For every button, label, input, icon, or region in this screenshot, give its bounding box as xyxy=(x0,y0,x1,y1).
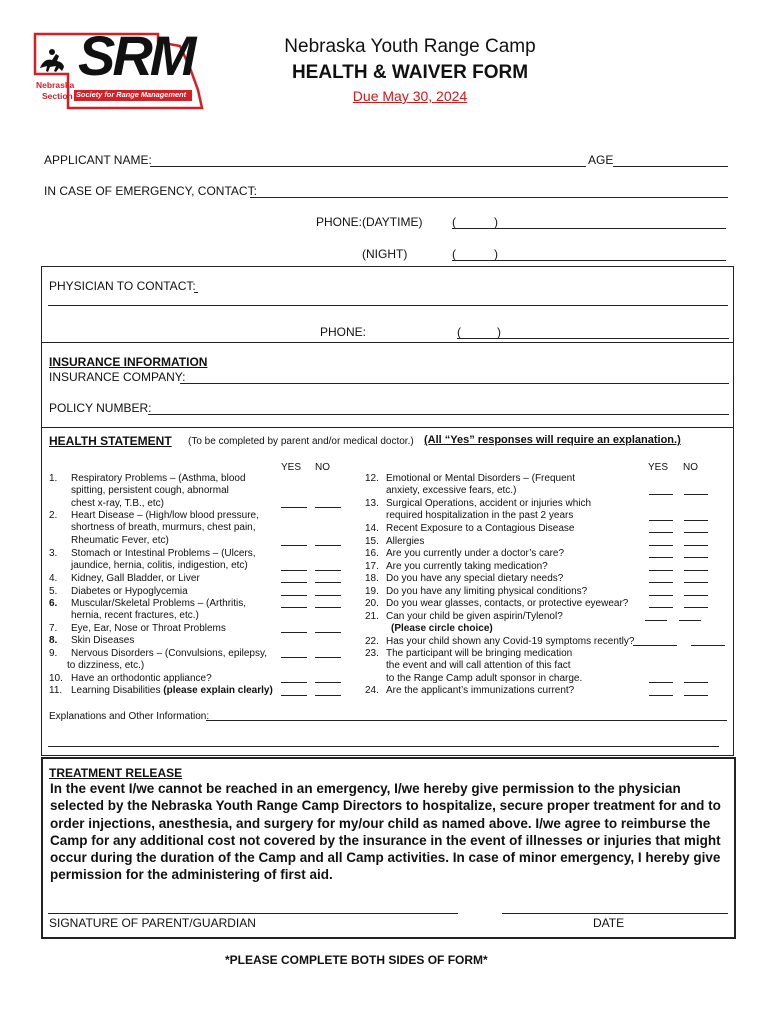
no-answer-field[interactable] xyxy=(315,695,341,696)
yes-answer-field[interactable] xyxy=(649,582,673,583)
item-text: Kidney, Gall Bladder, or Liver xyxy=(71,573,200,584)
physician-phone-field[interactable] xyxy=(457,338,729,339)
yes-answer-field[interactable] xyxy=(281,695,307,696)
item-number: 22. xyxy=(365,636,379,647)
applicant-name-label: APPLICANT NAME: xyxy=(44,153,152,167)
yes-answer-field[interactable] xyxy=(649,545,673,546)
no-answer-field[interactable] xyxy=(315,595,341,596)
item-number: 18. xyxy=(365,573,379,584)
logo-state: Nebraska xyxy=(36,80,75,90)
item-number: 9. xyxy=(49,648,58,659)
item-text: spitting, persistent cough, abnormal xyxy=(71,485,229,497)
item-text: Rheumatic Fever, etc) xyxy=(71,534,169,546)
phone-daytime-label: PHONE:(DAYTIME) xyxy=(316,215,423,229)
item-number: 10. xyxy=(49,673,63,684)
item-number: 5. xyxy=(49,586,58,597)
yes-answer-field[interactable] xyxy=(649,532,673,533)
physician-label: PHYSICIAN TO CONTACT: xyxy=(49,279,196,293)
item-text: Are you currently taking medication? xyxy=(386,561,548,572)
item-number: 20. xyxy=(365,598,379,609)
signature-field[interactable] xyxy=(48,913,458,914)
no-answer-field[interactable] xyxy=(684,682,708,683)
yes-answer-field[interactable] xyxy=(281,507,307,508)
item-text: Nervous Disorders – (Convulsions, epilepsy, xyxy=(71,648,268,659)
item-text: Can your child be given aspirin/Tylenol? xyxy=(386,611,563,622)
no-answer-field[interactable] xyxy=(684,570,708,571)
no-answer-field[interactable] xyxy=(315,682,341,683)
item-text: Do you have any limiting physical conditions? xyxy=(386,586,588,597)
physician-phone-label: PHONE: xyxy=(320,325,367,339)
no-answer-field[interactable] xyxy=(684,557,708,558)
health-heading: HEALTH STATEMENT xyxy=(49,434,172,448)
signature-label: SIGNATURE OF PARENT/GUARDIAN xyxy=(49,916,256,930)
answer-field[interactable] xyxy=(691,645,725,646)
footer-note: *PLEASE COMPLETE BOTH SIDES OF FORM* xyxy=(225,953,488,967)
item-number: 23. xyxy=(365,648,379,659)
no-answer-field[interactable] xyxy=(684,607,708,608)
no-answer-field[interactable] xyxy=(684,520,708,521)
policy-number-field[interactable] xyxy=(148,414,729,415)
item-text: to dizziness, etc.) xyxy=(67,660,145,672)
item-text: Has your child shown any Covid-19 symptoms recently? xyxy=(386,636,635,647)
phone-night-field[interactable] xyxy=(452,260,726,261)
srm-logo xyxy=(30,24,210,112)
paren-open: ( xyxy=(452,247,456,261)
physician-field[interactable] xyxy=(48,305,728,306)
emergency-contact-label: IN CASE OF EMERGENCY, CONTACT: xyxy=(44,184,257,198)
yes-answer-field[interactable] xyxy=(281,632,307,633)
item-number: 17. xyxy=(365,561,379,572)
insurance-heading: INSURANCE INFORMATION xyxy=(49,355,208,369)
yes-answer-field[interactable] xyxy=(649,607,673,608)
item-text: jaundice, hernia, colitis, indigestion, etc) xyxy=(71,560,248,572)
yes-answer-field[interactable] xyxy=(649,520,673,521)
phone-daytime-field[interactable] xyxy=(452,228,726,229)
item-number: 2. xyxy=(49,510,58,521)
item-text: Do you have any special dietary needs? xyxy=(386,573,564,584)
paren-close: ) xyxy=(494,215,498,229)
no-answer-field[interactable] xyxy=(684,595,708,596)
paren-close: ) xyxy=(497,325,501,339)
yes-answer-field[interactable] xyxy=(281,657,307,658)
item-number: 6. xyxy=(49,598,58,609)
item-number: 19. xyxy=(365,586,379,597)
no-answer-field[interactable] xyxy=(684,695,708,696)
due-date: Due May 30, 2024 xyxy=(352,88,468,104)
item-number: 11. xyxy=(49,685,63,696)
item-number: 4. xyxy=(49,573,58,584)
item-text: Have an orthodontic appliance? xyxy=(71,673,212,684)
no-answer-field[interactable] xyxy=(684,545,708,546)
no-answer-field[interactable] xyxy=(315,607,341,608)
item-number: 8. xyxy=(49,635,58,646)
item-number: 12. xyxy=(365,473,379,484)
paren-close: ) xyxy=(494,247,498,261)
item-bold-note: (please explain clearly) xyxy=(160,685,273,696)
item-text: Are the applicant’s immunizations current? xyxy=(386,685,575,696)
item-text: Muscular/Skeletal Problems – (Arthritis, xyxy=(71,598,247,609)
item-text: Recent Exposure to a Contagious Disease xyxy=(386,523,575,534)
item-text: required hospitalization in the past 2 years xyxy=(386,510,574,522)
explanations-field[interactable] xyxy=(206,720,727,721)
form-title: HEALTH & WAIVER FORM xyxy=(291,62,529,83)
item-text: Allergies xyxy=(386,536,425,547)
yes-answer-field[interactable] xyxy=(649,494,673,495)
date-label: DATE xyxy=(593,916,625,930)
item-text: hernia, recent fractures, etc.) xyxy=(71,610,199,622)
item-text: Eye, Ear, Nose or Throat Problems xyxy=(71,623,226,634)
health-note: (To be completed by parent and/or medical doctor.) xyxy=(188,436,414,447)
item-text: Respiratory Problems – (Asthma, blood xyxy=(71,473,246,484)
age-label: AGE xyxy=(588,153,614,167)
yes-header: YES xyxy=(281,462,302,473)
yes-answer-field[interactable] xyxy=(649,682,673,683)
no-header: NO xyxy=(315,462,330,473)
item-text: Do you wear glasses, contacts, or protective eyewear? xyxy=(386,598,629,609)
item-text: the event and will call attention of this fact xyxy=(386,660,571,672)
item-number: 13. xyxy=(365,498,379,509)
page-title: Nebraska Youth Range Camp xyxy=(284,36,536,57)
insurance-company-label: INSURANCE COMPANY: xyxy=(49,370,186,384)
yes-answer-field[interactable] xyxy=(649,595,673,596)
item-number: 14. xyxy=(365,523,379,534)
item-text: Learning Disabilities (please explain clearly) xyxy=(71,685,273,696)
age-field[interactable] xyxy=(613,166,728,167)
item-text: Emotional or Mental Disorders – (Frequent xyxy=(386,473,575,484)
item-text: chest x-ray, T.B., etc) xyxy=(71,497,164,509)
item-number: 1. xyxy=(49,473,58,484)
logo-society: Society for Range Management xyxy=(76,90,187,99)
yes-answer-field[interactable] xyxy=(281,570,307,571)
item-text: Heart Disease – (High/low blood pressure, xyxy=(71,510,259,521)
yes-answer-field[interactable] xyxy=(649,570,673,571)
treatment-text: In the event I/we cannot be reached in an emergency, I/we hereby give permission to the physician selected by the Nebraska Youth Range Camp Directors to hospitalize, secure proper treatment for and to order injections, anesthesia, and surgery for my/our child as named above. I/we agree to reimburse the Camp for any additional cost not covered by the insurance in the event of illnesses or injuries that might occur during the duration of the Camp and all Camp activities. In case of minor emergency, I hereby give permission for the administering of first aid. xyxy=(50,781,721,883)
item-text: Stomach or Intestinal Problems – (Ulcers, xyxy=(71,548,256,559)
treatment-heading: TREATMENT RELEASE xyxy=(49,766,183,780)
phone-night-label: (NIGHT) xyxy=(362,247,408,261)
paren-open: ( xyxy=(457,325,461,339)
yes-answer-field[interactable] xyxy=(649,695,673,696)
yes-answer-field[interactable] xyxy=(281,595,307,596)
no-answer-field[interactable] xyxy=(315,570,341,571)
item-number: 7. xyxy=(49,623,58,634)
date-field[interactable] xyxy=(502,913,728,914)
no-answer-field[interactable] xyxy=(684,532,708,533)
item-text: shortness of breath, murmurs, chest pain, xyxy=(71,522,256,534)
emergency-contact-field[interactable] xyxy=(250,197,728,198)
item-number: 3. xyxy=(49,548,58,559)
item-number: 16. xyxy=(365,548,379,559)
answer-field[interactable] xyxy=(645,620,667,621)
explanations-field-2[interactable] xyxy=(48,746,719,747)
item-text: Diabetes or Hypoglycemia xyxy=(71,586,188,597)
item-text: The participant will be bringing medication xyxy=(386,648,573,659)
health-yes-note: (All “Yes” responses will require an explanation.) xyxy=(424,434,681,446)
item-number: 21. xyxy=(365,611,379,622)
policy-number-label: POLICY NUMBER: xyxy=(49,401,152,415)
yes-answer-field[interactable] xyxy=(281,582,307,583)
paren-open: ( xyxy=(452,215,456,229)
applicant-name-field[interactable] xyxy=(150,166,586,167)
no-header: NO xyxy=(683,462,698,473)
no-answer-field[interactable] xyxy=(315,657,341,658)
insurance-company-field[interactable] xyxy=(180,383,729,384)
yes-answer-field[interactable] xyxy=(281,607,307,608)
yes-header: YES xyxy=(648,462,669,473)
no-answer-field[interactable] xyxy=(315,632,341,633)
no-answer-field[interactable] xyxy=(684,582,708,583)
no-answer-field[interactable] xyxy=(684,494,708,495)
logo-section: Section xyxy=(42,91,73,101)
item-number: 24. xyxy=(365,685,379,696)
item-text: to the Range Camp adult sponsor in charge. xyxy=(386,672,583,684)
yes-answer-field[interactable] xyxy=(281,545,307,546)
item-bold-note: (Please circle choice) xyxy=(391,623,493,635)
yes-answer-field[interactable] xyxy=(649,557,673,558)
no-answer-field[interactable] xyxy=(315,582,341,583)
no-answer-field[interactable] xyxy=(315,545,341,546)
item-text: Surgical Operations, accident or injuries which xyxy=(386,498,592,509)
item-number: 15. xyxy=(365,536,379,547)
no-answer-field[interactable] xyxy=(315,507,341,508)
logo-acronym: SRM xyxy=(78,24,194,87)
item-text: anxiety, excessive fears, etc.) xyxy=(386,485,517,497)
answer-field[interactable] xyxy=(679,620,701,621)
item-text: Are you currently under a doctor’s care? xyxy=(386,548,565,559)
explanations-label: Explanations and Other Information: xyxy=(49,711,210,722)
yes-answer-field[interactable] xyxy=(281,682,307,683)
item-text: Skin Diseases xyxy=(71,635,135,646)
answer-field[interactable] xyxy=(633,645,677,646)
